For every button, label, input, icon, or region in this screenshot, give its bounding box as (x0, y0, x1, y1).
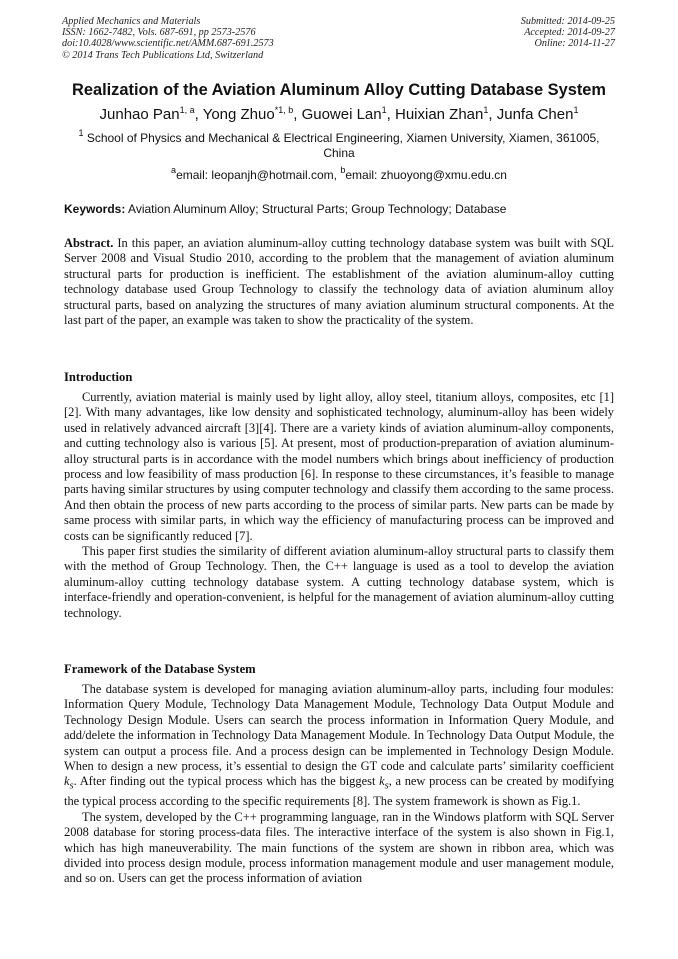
email-mark-a: a (171, 165, 177, 175)
paragraph-text: , a new process can be created by modifying the typical process according to the specific requirements [8]. The system framework is shown as Fig.1. (64, 774, 615, 809)
affiliation-mark: 1 (78, 128, 84, 138)
math-variable: k (64, 774, 70, 789)
section-heading-introduction: Introduction (64, 370, 133, 384)
email-b: email: zhuoyong@xmu.edu.cn (345, 168, 507, 182)
affiliation-text: School of Physics and Mechanical & Electrical Engineering, Xiamen University, Xiamen, 361005, China (86, 131, 600, 160)
date-online: Online: 2014-11-27 (534, 38, 615, 50)
introduction-section (64, 390, 614, 621)
author-name: Guowei Lan (301, 106, 382, 123)
author-affil-mark: 1 (573, 105, 579, 115)
author-emails (0, 165, 678, 183)
paragraph: This paper first studies the similarity of different aviation aluminum-alloy structural parts to classify them with the method of Group Technology. Then, the C++ language is used as a tool to develop the aviation aluminum-alloy cutting technology database system. A cutting technology database system, which is interface-friendly and operation-convenient, is helpful for the management of aviation aluminum-alloy cutting technology. (64, 544, 614, 620)
section-heading-framework: Framework of the Database System (64, 662, 256, 676)
publication-dates (521, 16, 615, 50)
paragraph: The system, developed by the C++ programming language, ran in the Windows platform with SQL Server 2008 database for storing process-data files. The interactive interface of the system is also shown in Fig.1, which has high maneuverability. The main functions of the system are shown in ribbon area, which was divided into process design module, process information management module and user management module, and so on. Users can get the process information of aviation (64, 809, 614, 886)
author-affil-mark: 1 (381, 105, 387, 115)
abstract (64, 236, 614, 328)
keywords (64, 202, 614, 217)
author-name: Junfa Chen (496, 106, 574, 123)
author-list: Junhao Pan$^{1, a}$, Yong Zhuo$^{*1, b}$, Guowei Lan$^1$, Huixian Zhan$^1$, Junfa Chen$^1$ (99, 105, 579, 123)
author-affil-mark: 1, a (179, 105, 195, 115)
paragraph-text: The database system is developed for managing aviation aluminum-alloy parts, including four modules: Information Query Module, Technology Data Management Module, Technology Data Output Module and Technology Design Module. Users can search the process information in Information Query Module, and add/delete the information in Technology Data Management Module. In Technology Data Output Module, the system can output a process file. And a process design can be implemented in Technology Design Module. When to design a new process, it’s essential to design the GT code and calculate parts’ similarity coefficient (64, 682, 614, 774)
author-affil-mark: 1 (483, 105, 489, 115)
paragraph-text: . After finding out the typical process which has the biggest (73, 774, 376, 789)
email-a: email: leopanjh@hotmail.com, (176, 168, 337, 182)
journal-info (62, 16, 274, 61)
math-subscript: s (384, 780, 389, 792)
journal-copyright: © 2014 Trans Tech Publications Ltd, Switzerland (62, 49, 264, 61)
keywords-label: Keywords: (64, 202, 126, 216)
paper-title: Realization of the Aviation Aluminum Alloy Cutting Database System (72, 81, 606, 99)
paragraph: Currently, aviation material is mainly used by light alloy, alloy steel, titanium alloys, composites, etc [1][2]. With many advantages, like low density and sophisticated technology, aluminum-alloy has been widely used in relatively advanced aircraft [3][4]. There are a variety kinds of aviation aluminum-alloy components, and cutting technology also is various [5]. At present, most of production-preparation of aviation aluminum-alloy structural parts is in accordance with the model numbers which brings about inefficiency of production process and low feasibility of mass production [6]. In response to these circumstances, it’s feasible to manage parts having similar structures by using computer technology and classify them according to the same process. And then obtain the process of new parts according to the process of similar parts. New parts can be made by same process with similar parts, in which way the efficiency of manufacturing process can be improved and costs can be significantly reduced [7]. (64, 390, 614, 543)
abstract-text: In this paper, an aviation aluminum-alloy cutting technology database system was built with SQL Server 2008 and Visual Studio 2010, according to the problem that the management of aviation aluminum structural parts for production is inefficient. The establishment of the aviation aluminum-alloy cutting technology database used Group Technology to classify the technology data of aviation aluminum alloy structural parts, based on analyzing the structures of many aviation aluminum structural components. At the last part of the paper, an example was taken to show the practicality of the system. (64, 236, 614, 328)
paragraph (64, 682, 614, 810)
math-variable: k (379, 774, 385, 789)
keywords-text: Aviation Aluminum Alloy; Structural Parts; Group Technology; Database (128, 202, 507, 216)
date-submitted: Submitted: 2014-09-25 (520, 16, 615, 27)
author-name: Yong Zhuo (202, 106, 275, 123)
author-name: Huixian Zhan (394, 106, 484, 123)
email-mark-b: b (340, 165, 346, 175)
date-accepted: Accepted: 2014-09-27 (524, 27, 615, 39)
journal-doi: doi:10.4028/www.scientific.net/AMM.687-691.2573 (62, 38, 274, 50)
author-affil-mark: *1, b (274, 105, 294, 115)
author-name: Junhao Pan (99, 106, 180, 123)
journal-name: Applied Mechanics and Materials (62, 16, 201, 27)
abstract-label: Abstract. (64, 236, 114, 250)
journal-issn: ISSN: 1662-7482, Vols. 687-691, pp 2573-2576 (62, 27, 256, 39)
framework-section (64, 682, 614, 887)
affiliation (64, 128, 614, 161)
math-subscript: s (69, 780, 74, 792)
